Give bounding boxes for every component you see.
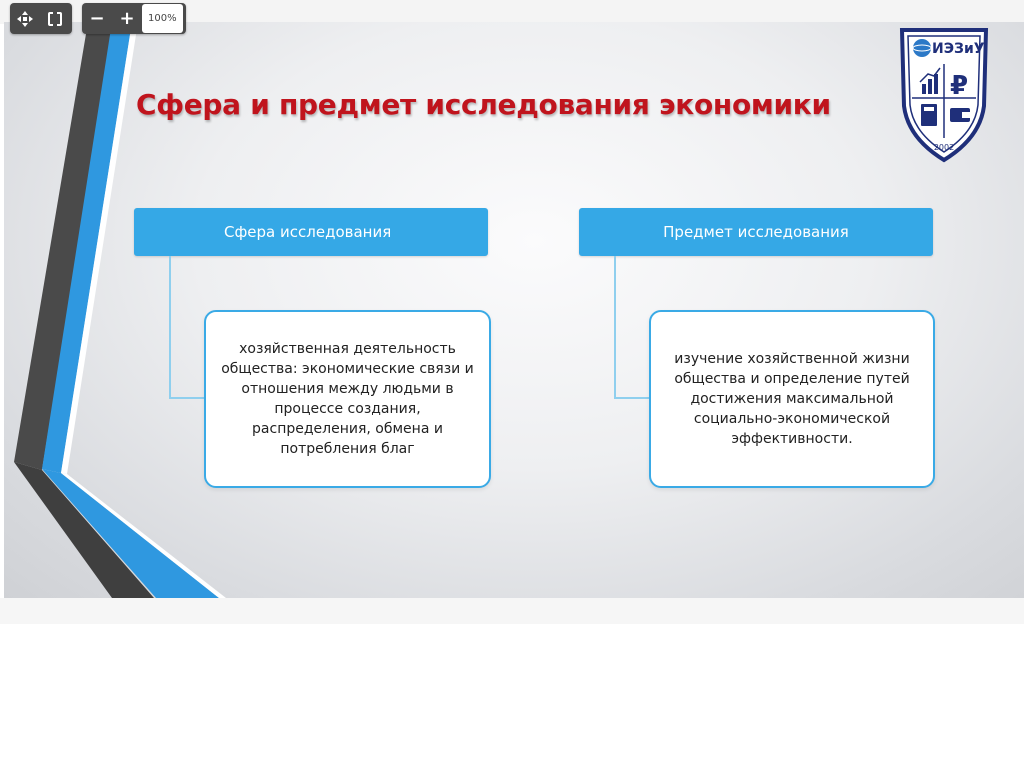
zoom-controls-group xyxy=(82,3,186,34)
slide xyxy=(4,22,1024,598)
right-connector-vertical xyxy=(614,256,616,399)
fullscreen-button[interactable] xyxy=(40,3,70,34)
move-button[interactable] xyxy=(10,3,40,34)
chart-bar-2 xyxy=(928,79,932,94)
zoom-in-button[interactable]: + xyxy=(119,8,135,29)
university-logo xyxy=(896,26,992,166)
right-connector-horizontal xyxy=(614,397,650,399)
right-header-label: Предмет исследования xyxy=(663,223,849,241)
viewer-bottom-strip xyxy=(0,598,1024,624)
zoom-out-button[interactable]: − xyxy=(89,8,105,29)
left-content-text: хозяйственная деятельность общества: экономические связи и отношения между людьми в процессе создания, распределения, обмена и потребления благ xyxy=(221,341,474,457)
ruble-icon: ₽ xyxy=(950,71,969,101)
zoom-level-display: 100% xyxy=(142,4,183,33)
globe-icon xyxy=(913,39,931,57)
right-header-box xyxy=(579,208,933,256)
right-content-box xyxy=(649,310,935,488)
chart-bar-3 xyxy=(934,74,938,94)
right-content-text: изучение хозяйственной жизни общества и определение путей достижения максимальной социально-экономической эффективности. xyxy=(674,351,910,447)
left-header-label: Сфера исследования xyxy=(224,223,392,241)
calculator-screen xyxy=(924,107,934,111)
wallet-clasp xyxy=(962,112,970,118)
view-controls-group xyxy=(10,3,72,34)
left-connector-vertical xyxy=(169,256,171,399)
left-header-box xyxy=(134,208,488,256)
move-arrows-icon xyxy=(17,11,33,27)
left-connector-horizontal xyxy=(169,397,206,399)
left-content-box xyxy=(204,310,491,488)
chart-bar-1 xyxy=(922,84,926,94)
fullscreen-icon xyxy=(47,11,63,27)
slide-title: Сфера и предмет исследования экономики xyxy=(136,88,831,121)
logo-text: ИЭЗиУ xyxy=(932,41,985,57)
logo-year: 2002 xyxy=(933,143,955,152)
